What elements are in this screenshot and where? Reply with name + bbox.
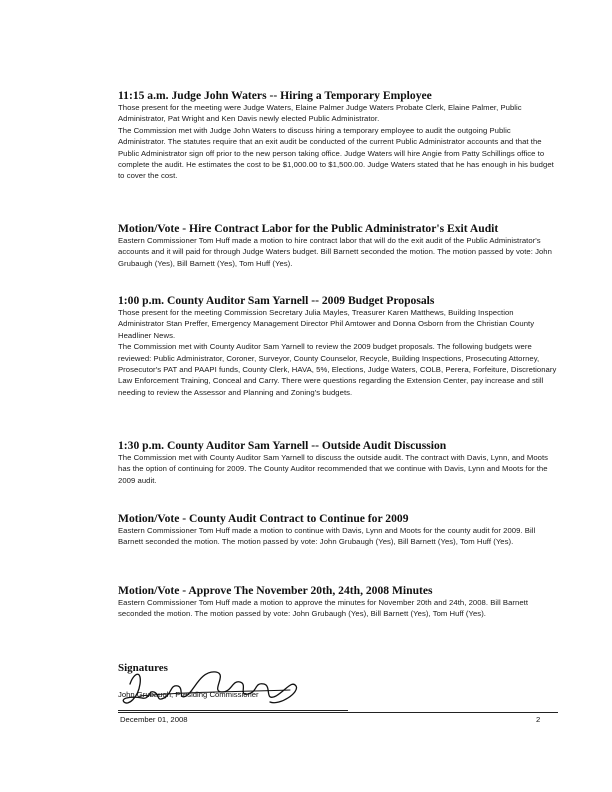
page-number: 2 [536,715,541,724]
paragraph: Eastern Commissioner Tom Huff made a motion to continue with Davis, Lynn and Moots for the county audit for 2009. Bill Barnett seconded the motion. The motion passed by vote: John Grubaugh (Yes), Bill Barnett (Yes), Tom Huff (Yes). [118,526,536,547]
section-motion-contract-labor [118,222,558,269]
paragraph: The Commission met with County Auditor Sam Yarnell to discuss the outside audit. The contract with Davis, Lynn, and Moots has the option of continuing for 2009. The County Auditor recommended that we continue with Davis, Lynn and Moots for the 2009 audit. [118,453,549,485]
paragraph: The Commission met with Judge John Waters to discuss hiring a temporary employee to audit the outgoing Public Administrator. The statutes require that an exit audit be conducted of the current Public Administrator accounts and that the Public Administrator sign off prior to the new person taking office. Judge Waters will hire Angie from Patty Schillings office to complete the audit. He estimates the cost to be $1,000.00 to $1,500.00. Judge Waters stated that he has enough in his budget to cover the cost. [118,125,554,181]
section-body [118,597,558,620]
section-heading: Motion/Vote - Hire Contract Labor for the Public Administrator's Exit Audit [118,222,499,235]
paragraph: Eastern Commissioner Tom Huff made a motion to approve the minutes for November 20th and 24th, 2008. Bill Barnett seconded the motion. The motion passed by vote: John Grubaugh (Yes), Bill Barnett (Yes), Tom Huff (Yes). [118,598,529,619]
signer-name: John Grubaugh, Presiding Commissioner [118,690,259,699]
section-heading: 1:30 p.m. County Auditor Sam Yarnell -- Outside Audit Discussion [118,439,447,452]
section-judge-waters-temporary-employee [118,89,558,182]
section-body [118,307,558,398]
paragraph: Those present for the meeting were Judge Waters, Elaine Palmer Judge Waters Probate Clerk, Elaine Palmer, Public Administrator, Pat Wright and Ken Davis newly elected Public Administrator. [118,103,522,124]
section-budget-proposals [118,294,558,398]
section-body [118,102,558,182]
section-heading: 11:15 a.m. Judge John Waters -- Hiring a Temporary Employee [118,89,432,102]
section-body [118,235,558,269]
paragraph: The Commission met with County Auditor Sam Yarnell to review the 2009 budget proposals. The following budgets were reviewed: Public Administrator, Coroner, Surveyor, County Counselor, Recycle, Building Inspections, Prosecuting Attorney, Prosecutor's PAT and PAAPI funds, County Clerk, HAVA, 5%, Elections, Judge Waters, COLB, Perera, Forfeiture, Discretionary Law Enforcement Training, Conceal and Carry. There were questions regarding the Extension Center, pay increase and still needing to review the Assessor and Planning and Zoning's budgets. [118,342,557,397]
signatures-heading: Signatures [118,662,168,674]
footer-divider [118,712,558,713]
handwritten-signature [120,662,310,712]
section-body [118,452,558,486]
section-body [118,525,558,548]
section-heading: Motion/Vote - County Audit Contract to Continue for 2009 [118,512,409,525]
paragraph: Eastern Commissioner Tom Huff made a motion to hire contract labor that will do the exit audit of the Public Administrator's accounts and it will paid for through Judge Waters budget. Bill Barnett seconded the motion. The motion passed by vote: John Grubaugh (Yes), Bill Barnett (Yes), Tom Huff (Yes). [118,236,552,268]
paragraph: Those present for the meeting Commission Secretary Julia Mayles, Treasurer Karen Matthews, Building Inspection Administrator Stan Preffer, Emergency Management Director Phil Amtower and Donna Osborn from the Christian County Headliner News. [118,308,535,340]
section-heading: Motion/Vote - Approve The November 20th, 24th, 2008 Minutes [118,584,433,597]
section-motion-approve-minutes [118,584,558,620]
section-motion-audit-contract [118,512,558,548]
signature-line [118,710,348,711]
section-outside-audit-discussion [118,439,558,486]
footer-date: December 01, 2008 [120,715,188,724]
section-heading: 1:00 p.m. County Auditor Sam Yarnell -- 2009 Budget Proposals [118,294,435,307]
